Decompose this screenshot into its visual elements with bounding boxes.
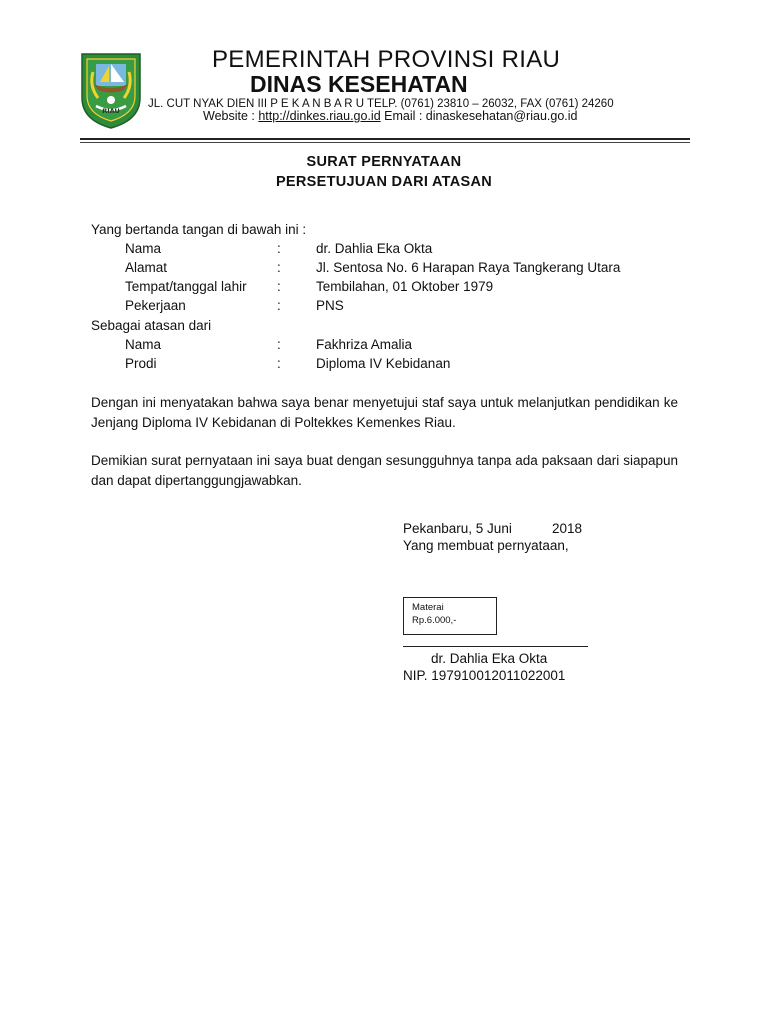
document-subtitle: PERSETUJUAN DARI ATASAN: [275, 174, 493, 190]
signature-caption: Yang membuat pernyataan,: [403, 538, 569, 553]
address-line: JL. CUT NYAK DIEN III P E K A N B A R U TELP. (0761) 23810 – 26032, FAX (0761) 24260: [148, 98, 614, 110]
document-title: SURAT PERNYATAAN: [306, 154, 462, 170]
signer-nip: NIP. 197910012011022001: [403, 668, 566, 683]
org-line-1: PEMERINTAH PROVINSI RIAU: [212, 46, 561, 73]
field-value: Fakhriza Amalia: [316, 337, 413, 352]
signature-line: [403, 646, 588, 647]
stamp-line-2: Rp.6.000,-: [412, 615, 457, 626]
website-label: Website :: [203, 109, 259, 123]
field-separator: :: [277, 260, 281, 275]
date-year: 2018: [552, 521, 583, 536]
stamp-box: [403, 597, 497, 635]
field-label: Nama: [125, 337, 162, 352]
riau-province-emblem-icon: [78, 50, 144, 130]
field-label: Pekerjaan: [125, 298, 186, 313]
body-paragraph-2: Demikian surat pernyataan ini saya buat dengan sesungguhnya tanpa ada paksaan dari siapapun dan dapat dipertanggungjawabkan.: [91, 453, 678, 488]
signer-name: dr. Dahlia Eka Okta: [431, 651, 548, 666]
field-label: Tempat/tanggal lahir: [125, 279, 247, 294]
field-label: Prodi: [125, 356, 157, 371]
field-value: Diploma IV Kebidanan: [316, 356, 451, 371]
field-separator: :: [277, 279, 281, 294]
place-date: Pekanbaru, 5 Juni: [403, 521, 512, 536]
field-value: dr. Dahlia Eka Okta: [316, 241, 433, 256]
field-separator: :: [277, 298, 281, 313]
field-separator: :: [277, 241, 281, 256]
field-separator: :: [277, 356, 281, 371]
header-rule-thin: [80, 142, 690, 143]
field-label: Alamat: [125, 260, 168, 275]
logo-text: RIAU: [102, 107, 120, 115]
org-line-2: DINAS KESEHATAN: [250, 71, 468, 97]
field-value: Jl. Sentosa No. 6 Harapan Raya Tangkerang Utara: [316, 260, 621, 275]
stamp-line-1: Materai: [412, 602, 444, 613]
subordinate-intro: Sebagai atasan dari: [91, 318, 212, 333]
field-separator: :: [277, 337, 281, 352]
intro-text: Yang bertanda tangan di bawah ini :: [91, 222, 307, 237]
body-paragraph-1: Dengan ini menyatakan bahwa saya benar menyetujui staf saya untuk melanjutkan pendidikan ke Jenjang Diploma IV Kebidanan di Poltekkes Kemenkes Riau.: [91, 395, 678, 430]
field-value: PNS: [316, 298, 344, 313]
field-value: Tembilahan, 01 Oktober 1979: [316, 279, 494, 294]
header-rule-thick: [80, 138, 690, 140]
email-text: Email : dinaskesehatan@riau.go.id: [380, 109, 578, 123]
website-link[interactable]: http://dinkes.riau.go.id: [258, 109, 381, 123]
field-label: Nama: [125, 241, 162, 256]
contact-line: [203, 109, 577, 123]
